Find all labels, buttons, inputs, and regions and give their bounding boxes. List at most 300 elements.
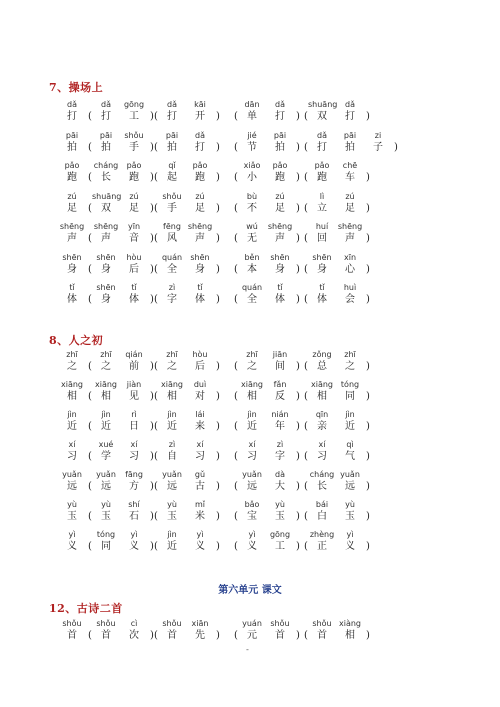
pinyin: bù (246, 191, 258, 201)
word-syllable (308, 350, 336, 374)
open-paren: ( (304, 172, 308, 183)
pinyin: zhī (344, 350, 356, 359)
hanzi: 拍 (345, 141, 355, 153)
hanzi: 后 (129, 263, 139, 275)
close-paren: ) (216, 141, 220, 153)
word-syllable (186, 253, 214, 277)
close-paren: ) (296, 481, 300, 492)
hanzi: 足 (129, 202, 139, 214)
hanzi: 远 (67, 481, 77, 492)
word-syllable (92, 253, 120, 277)
hanzi: 后 (195, 361, 205, 372)
hanzi: 之 (67, 361, 77, 372)
pinyin: zú (195, 191, 205, 201)
word-syllable (266, 410, 294, 434)
pinyin: yù (67, 500, 77, 509)
hanzi: 身 (317, 263, 327, 275)
word-syllable (186, 350, 214, 374)
open-paren: ( (234, 511, 238, 522)
pinyin: rì (131, 410, 137, 419)
hanzi: 体 (275, 294, 285, 305)
word-syllable (92, 192, 120, 216)
open-paren: ( (88, 391, 92, 402)
close-paren: ) (216, 233, 220, 244)
pinyin: yì (346, 530, 354, 539)
open-paren: ( (234, 481, 238, 492)
open-paren: ( (154, 391, 158, 402)
hanzi: 体 (195, 294, 205, 305)
pinyin: bái (315, 500, 329, 509)
word-syllable (120, 500, 148, 524)
pinyin: shēng (93, 222, 119, 231)
word-syllable (238, 530, 266, 554)
word-syllable (308, 410, 336, 434)
pinyin: shēn (62, 252, 82, 262)
open-paren: ( (154, 202, 158, 214)
hanzi: 之 (167, 361, 177, 372)
pinyin: yuǎn (162, 470, 182, 479)
word-syllable (336, 500, 364, 524)
hanzi: 近 (167, 541, 177, 552)
word-syllable (308, 500, 336, 524)
pinyin: shuāng (308, 100, 338, 109)
pinyin: dǎ (317, 130, 327, 140)
open-paren: ( (88, 541, 92, 552)
pinyin: zì (276, 440, 284, 449)
word-syllable (120, 253, 148, 277)
pinyin: yù (101, 500, 111, 509)
open-paren: ( (154, 263, 158, 275)
open-paren: ( (154, 511, 158, 522)
head-character (58, 192, 86, 216)
close-paren: ) (296, 451, 300, 462)
close-paren: ) (150, 391, 154, 402)
pinyin: xiàng (338, 619, 361, 628)
word-syllable (266, 440, 294, 464)
hanzi: 手 (167, 202, 177, 214)
word-syllable (266, 470, 294, 494)
pinyin: xí (248, 440, 256, 449)
word-syllable (158, 530, 186, 554)
close-paren: ) (150, 451, 154, 462)
pinyin: huí (315, 222, 329, 231)
open-paren: ( (234, 263, 238, 275)
word-syllable (238, 131, 266, 155)
word-syllable (266, 619, 294, 643)
pinyin: zhī (100, 350, 112, 359)
pinyin: xiāng (60, 380, 83, 389)
word-syllable (266, 222, 294, 246)
word-syllable (266, 530, 294, 554)
pinyin: xiān (191, 619, 209, 628)
head-character (58, 619, 86, 643)
close-paren: ) (366, 481, 370, 492)
close-paren: ) (150, 141, 154, 153)
pinyin: hòu (126, 252, 142, 262)
close-paren: ) (296, 541, 300, 552)
hanzi: 回 (317, 233, 327, 244)
pinyin: pāi (65, 130, 79, 140)
pinyin: yuǎn (62, 470, 82, 479)
hanzi: 打 (167, 111, 177, 122)
hanzi: 音 (129, 233, 139, 244)
pinyin: shēn (312, 252, 332, 262)
close-paren: ) (150, 202, 154, 214)
pinyin: shēng (267, 222, 293, 231)
open-paren: ( (154, 141, 158, 153)
word-syllable (266, 500, 294, 524)
word-syllable (186, 131, 214, 155)
pinyin: yuǎn (242, 470, 262, 479)
hanzi: 身 (101, 294, 111, 305)
close-paren: ) (366, 233, 370, 244)
hanzi: 近 (67, 421, 77, 432)
pinyin: zǒng (312, 350, 332, 359)
pinyin: dǎ (67, 100, 77, 109)
hanzi: 单 (247, 111, 257, 122)
pinyin: tǐ (131, 283, 137, 292)
hanzi: 声 (195, 233, 205, 244)
head-character (58, 470, 86, 494)
hanzi: 打 (67, 111, 77, 122)
open-paren: ( (304, 511, 308, 522)
pinyin: dǎ (345, 100, 355, 109)
word-syllable (266, 380, 294, 404)
hanzi: 足 (67, 202, 77, 214)
pinyin: zú (345, 191, 355, 201)
word-syllable (238, 161, 266, 185)
word-syllable (158, 161, 186, 185)
word-syllable (92, 619, 120, 643)
close-paren: ) (296, 111, 300, 122)
hanzi: 打 (317, 141, 327, 153)
pinyin: zú (129, 191, 139, 201)
pinyin: zhī (246, 350, 258, 359)
hanzi: 义 (67, 541, 77, 552)
word-syllable (92, 410, 120, 434)
hanzi: 跑 (317, 172, 327, 183)
hanzi: 玉 (275, 511, 285, 522)
word-syllable (238, 470, 266, 494)
word-syllable (158, 253, 186, 277)
hanzi: 手 (129, 141, 139, 153)
hanzi: 近 (167, 421, 177, 432)
hanzi: 风 (167, 233, 177, 244)
hanzi: 身 (67, 263, 77, 275)
word-syllable (120, 192, 148, 216)
close-paren: ) (296, 141, 300, 153)
pinyin: xiāng (160, 380, 183, 389)
hanzi: 本 (247, 263, 257, 275)
hanzi: 全 (167, 263, 177, 275)
hanzi: 远 (247, 481, 257, 492)
open-paren: ( (88, 361, 92, 372)
pinyin: yì (248, 530, 256, 539)
hanzi: 足 (275, 202, 285, 214)
hanzi: 起 (167, 172, 177, 183)
close-paren: ) (150, 421, 154, 432)
word-syllable (120, 440, 148, 464)
open-paren: ( (88, 172, 92, 183)
word-syllable (158, 470, 186, 494)
word-syllable (238, 192, 266, 216)
word-syllable (92, 131, 120, 155)
hanzi: 义 (247, 541, 257, 552)
word-syllable (92, 530, 120, 554)
open-paren: ( (88, 111, 92, 122)
hanzi: 身 (275, 263, 285, 275)
hanzi: 习 (67, 451, 77, 462)
pinyin: qián (125, 350, 143, 359)
pinyin: xiāng (94, 380, 117, 389)
word-syllable (308, 530, 336, 554)
hanzi: 声 (101, 233, 111, 244)
open-paren: ( (154, 361, 158, 372)
word-syllable (92, 500, 120, 524)
open-paren: ( (304, 451, 308, 462)
pinyin: pǎo (272, 161, 288, 170)
close-paren: ) (216, 111, 220, 122)
hanzi: 之 (345, 361, 355, 372)
word-syllable (266, 131, 294, 155)
open-paren: ( (154, 421, 158, 432)
word-syllable (336, 380, 364, 404)
pinyin: kāi (194, 100, 206, 109)
hanzi: 义 (195, 541, 205, 552)
open-paren: ( (88, 263, 92, 275)
open-paren: ( (154, 233, 158, 244)
hanzi: 方 (129, 481, 139, 492)
pinyin: duì (193, 380, 207, 389)
word-syllable (308, 100, 336, 124)
open-paren: ( (88, 630, 92, 641)
word-syllable (186, 161, 214, 185)
hanzi: 自 (167, 451, 177, 462)
word-syllable (120, 410, 148, 434)
hanzi: 体 (317, 294, 327, 305)
close-paren: ) (366, 541, 370, 552)
hanzi: 声 (67, 233, 77, 244)
hanzi: 子 (373, 141, 383, 153)
word-syllable (158, 222, 186, 246)
word-syllable (238, 283, 266, 307)
hanzi: 拍 (167, 141, 177, 153)
close-paren: ) (296, 630, 300, 641)
pinyin: shǒu (162, 619, 182, 628)
hanzi: 对 (195, 391, 205, 402)
word-syllable (336, 131, 364, 155)
pinyin: xí (68, 440, 76, 449)
open-paren: ( (304, 294, 308, 305)
close-paren: ) (296, 233, 300, 244)
pinyin: shēn (190, 252, 210, 262)
pinyin: yuǎn (340, 470, 360, 479)
word-syllable (120, 100, 148, 124)
open-paren: ( (234, 202, 238, 214)
close-paren: ) (366, 391, 370, 402)
close-paren: ) (366, 202, 370, 214)
word-syllable (308, 222, 336, 246)
pinyin: yì (196, 530, 204, 539)
pinyin: shǒu (62, 619, 82, 628)
word-syllable (238, 222, 266, 246)
close-paren: ) (296, 361, 300, 372)
pinyin: cháng (309, 470, 335, 479)
hanzi: 首 (67, 630, 77, 641)
open-paren: ( (304, 421, 308, 432)
pinyin: zú (67, 191, 77, 201)
word-syllable (186, 470, 214, 494)
close-paren: ) (216, 511, 220, 522)
word-syllable (266, 100, 294, 124)
hanzi: 之 (101, 361, 111, 372)
word-syllable (238, 253, 266, 277)
word-syllable (92, 222, 120, 246)
hanzi: 身 (195, 263, 205, 275)
close-paren: ) (150, 511, 154, 522)
hanzi: 玉 (67, 511, 77, 522)
pinyin: shēn (96, 283, 116, 292)
close-paren: ) (216, 361, 220, 372)
pinyin: zú (275, 191, 285, 201)
hanzi: 相 (317, 391, 327, 402)
pinyin: shēn (270, 252, 290, 262)
hanzi: 玉 (167, 511, 177, 522)
word-syllable (336, 253, 364, 277)
pinyin: qǐ (168, 161, 176, 170)
close-paren: ) (216, 294, 220, 305)
open-paren: ( (304, 361, 308, 372)
pinyin: dǎ (167, 100, 177, 109)
hanzi: 亲 (317, 421, 327, 432)
pinyin: huì (343, 283, 357, 292)
close-paren: ) (366, 451, 370, 462)
pinyin: dǎ (101, 100, 111, 109)
pinyin: tǐ (197, 283, 203, 292)
close-paren: ) (150, 263, 154, 275)
hanzi: 首 (317, 630, 327, 641)
close-paren: ) (366, 511, 370, 522)
pinyin: yù (345, 500, 355, 509)
word-syllable (158, 410, 186, 434)
word-syllable (158, 500, 186, 524)
close-paren: ) (296, 172, 300, 183)
open-paren: ( (154, 294, 158, 305)
pinyin: gōng (269, 530, 291, 539)
close-paren: ) (296, 511, 300, 522)
pinyin: yù (275, 500, 285, 509)
close-paren: ) (394, 141, 398, 153)
close-paren: ) (296, 421, 300, 432)
hanzi: 宝 (247, 511, 257, 522)
close-paren: ) (366, 421, 370, 432)
close-paren: ) (150, 481, 154, 492)
pinyin: pāi (99, 130, 113, 140)
word-syllable (158, 100, 186, 124)
open-paren: ( (234, 541, 238, 552)
open-paren: ( (304, 481, 308, 492)
pinyin: xí (318, 440, 326, 449)
close-paren: ) (216, 630, 220, 641)
pinyin: cì (130, 619, 138, 628)
hanzi: 习 (317, 451, 327, 462)
open-paren: ( (88, 451, 92, 462)
word-syllable (238, 619, 266, 643)
pinyin: pǎo (314, 161, 330, 170)
hanzi: 玉 (101, 511, 111, 522)
close-paren: ) (150, 541, 154, 552)
pinyin: xí (130, 440, 138, 449)
close-paren: ) (366, 630, 370, 641)
open-paren: ( (304, 630, 308, 641)
hanzi: 跑 (129, 172, 139, 183)
pinyin: chē (342, 161, 358, 170)
pinyin: lái (195, 410, 205, 419)
hanzi: 近 (247, 421, 257, 432)
close-paren: ) (150, 172, 154, 183)
hanzi: 古 (195, 481, 205, 492)
pinyin: yì (68, 530, 76, 539)
word-syllable (336, 100, 364, 124)
word-syllable (266, 161, 294, 185)
pinyin: jié (247, 130, 257, 140)
open-paren: ( (234, 451, 238, 462)
open-paren: ( (88, 202, 92, 214)
open-paren: ( (234, 111, 238, 122)
word-syllable (186, 440, 214, 464)
pinyin: xiāng (310, 380, 333, 389)
pinyin: jìn (101, 410, 111, 419)
pinyin: gǔ (194, 470, 206, 479)
pinyin: jiān (272, 350, 288, 359)
hanzi: 日 (129, 421, 139, 432)
hanzi: 远 (167, 481, 177, 492)
open-paren: ( (88, 141, 92, 153)
word-syllable (186, 100, 214, 124)
open-paren: ( (154, 481, 158, 492)
pinyin: xīn (343, 252, 357, 262)
word-syllable (308, 131, 336, 155)
pinyin: fǎn (273, 380, 287, 389)
pinyin: qīn (315, 410, 329, 419)
hanzi: 车 (345, 172, 355, 183)
hanzi: 体 (67, 294, 77, 305)
hanzi: 习 (195, 451, 205, 462)
word-syllable (92, 440, 120, 464)
pinyin: shǒu (312, 619, 332, 628)
word-syllable (238, 500, 266, 524)
word-syllable (336, 440, 364, 464)
hanzi: 间 (275, 361, 285, 372)
hanzi: 正 (317, 541, 327, 552)
hanzi: 首 (101, 630, 111, 641)
pinyin: zì (168, 283, 176, 292)
word-syllable (186, 530, 214, 554)
word-syllable (158, 192, 186, 216)
word-syllable (92, 380, 120, 404)
hanzi: 开 (195, 111, 205, 122)
word-syllable (186, 500, 214, 524)
word-syllable (308, 380, 336, 404)
open-paren: ( (154, 630, 158, 641)
open-paren: ( (88, 294, 92, 305)
lesson-title-8: 8、人之初 (49, 334, 104, 347)
open-paren: ( (88, 421, 92, 432)
open-paren: ( (154, 451, 158, 462)
pinyin: nián (271, 410, 289, 419)
open-paren: ( (234, 361, 238, 372)
hanzi: 远 (345, 481, 355, 492)
